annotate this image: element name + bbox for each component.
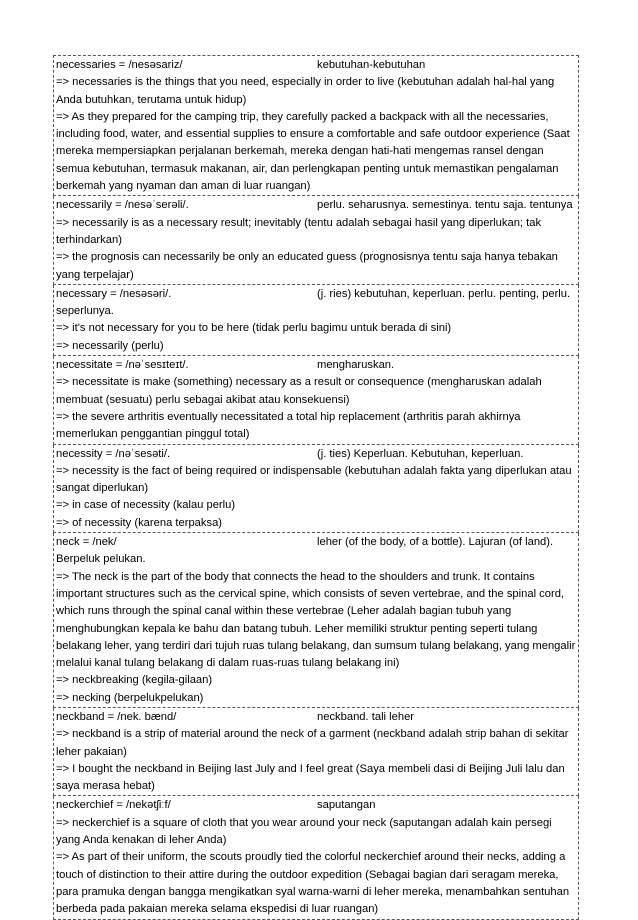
entry-header (56, 534, 576, 551)
entry-meaning: mengharuskan. (317, 359, 395, 372)
dictionary-entry (53, 285, 579, 356)
dictionary-entry (53, 533, 579, 708)
entry-header (56, 197, 576, 214)
dictionary-entry (53, 55, 579, 196)
entry-example-line: => necessaries is the things that you need, especially in order to live (kebutuhan adalah hal-hal yang Anda butuhkan, terutama untuk hidup) (56, 76, 555, 106)
dictionary-entry (53, 445, 579, 533)
entry-example-line: => necessitate is make (something) necessary as a result or consequence (mengharuskan adalah membuat (sesuatu) perlu sebagai akibat atau konsekuensi) (56, 376, 542, 406)
dictionary-entry (53, 796, 579, 919)
entry-header (56, 357, 576, 374)
entry-meaning: leher (of the body, of a bottle). Lajuran (of land). (317, 536, 554, 549)
entry-example-line: => the prognosis can necessarily be only an educated guess (prognosisnya tentu saja hanya tebakan yang terpelajar) (56, 251, 558, 281)
entry-term: necessitate = /nəˈsesɪteɪt/. (56, 359, 189, 372)
entry-example-line: => necking (berpelukpelukan) (56, 691, 204, 704)
entry-meaning: saputangan (317, 799, 376, 812)
entry-example-line: => neckerchief is a square of cloth that you wear around your neck (saputangan adalah kain persegi yang Anda kenakan di leher Anda) (56, 816, 552, 847)
entry-term: necessarily = /nesəˈserəli/. (56, 199, 189, 212)
entry-example-line: => necessarily is as a necessary result; inevitably (tentu adalah sebagai hasil yang diperlukan; tak terhindarkan) (56, 216, 542, 246)
entry-example-line: => necessarily (perlu) (56, 339, 164, 352)
entry-example-line: => neckband is a strip of material around the neck of a garment (neckband adalah strip bahan di sekitar leher pakaian) (56, 728, 569, 758)
entry-example-line: => As they prepared for the camping trip, they carefully packed a backpack with all the necessaries, including food, water, and essential supplies to ensure a comfortable and safe outdoor experience (Saat mereka mempersiapkan perjalanan berkemah, mereka dengan hati-hati mengemas ransel dengan semua kebutuhan, termasuk makanan, air, dan perlengkapan penting untuk memastikan pengalaman berkemah yang nyaman dan aman di luar ruangan) (56, 110, 570, 193)
dictionary-entry (53, 196, 579, 284)
entry-meaning: perlu. seharusnya. semestinya. tentu saja. tentunya (317, 199, 573, 212)
entry-meaning-continuation: seperlunya. (56, 305, 114, 318)
entry-meaning: (j. ties) Keperluan. Kebutuhan, keperluan. (317, 447, 524, 460)
entry-example-line: => neckbreaking (kegila-gilaan) (56, 674, 213, 687)
entry-meaning: (j. ries) kebutuhan, keperluan. perlu. penting, perlu. (317, 287, 571, 300)
entry-example-line: => As part of their uniform, the scouts proudly tied the colorful neckerchief around their necks, adding a touch of distinction to their attire during the outdoor expedition (Sebagai bagian dari seragam mereka, para pramuka dengan bangga mengikatkan syal warna-warni di leher mereka, menambahkan sentuhan berbeda pada pakaian mereka selama ekspedisi di luar ruangan) (56, 851, 570, 916)
dictionary-entry (53, 708, 579, 796)
dictionary-table (53, 55, 579, 920)
entry-term: necessary = /nesəsəri/. (56, 287, 172, 300)
entry-meaning: kebutuhan-kebutuhan (317, 59, 426, 71)
entry-example-line: => I bought the neckband in Beijing last July and I feel great (Saya membeli dasi di Beijing Juli lalu dan saya merasa hebat) (56, 762, 565, 793)
entry-header (56, 286, 576, 303)
entry-header (56, 446, 576, 463)
entry-term: neckerchief = /nekətʃiːf/ (56, 799, 171, 812)
dictionary-entry (53, 356, 579, 444)
entry-meaning: neckband. tali leher (317, 710, 415, 723)
entry-example-line: => The neck is the part of the body that connects the head to the shoulders and trunk. It contains important structures such as the cervical spine, which consists of seven vertebrae, and the spinal cord, which runs through the spinal canal within these vertebrae (Leher adalah bagian tubuh yang menghubungkan kepala ke bahu dan batang tubuh. Leher memiliki struktur penting seperti tulang belakang leher, yang terdiri dari tujuh ruas tulang belakang, dan sumsum tulang belakang, yang mengalir melalui kanal tulang belakang di dalam ruas-ruas tulang belakang ini) (56, 570, 576, 670)
entry-term: neckband = /nek. bænd/ (56, 710, 177, 723)
entry-term: necessaries = /nesəsariz/ (56, 59, 183, 71)
entry-header (56, 709, 576, 726)
entry-header (56, 57, 576, 74)
entry-example-line: => the severe arthritis eventually necessitated a total hip replacement (arthritis parah akhirnya memerlukan penggantian pinggul total) (56, 410, 521, 441)
entry-header (56, 797, 576, 814)
entry-example-line: => in case of necessity (kalau perlu) (56, 499, 236, 512)
entry-meaning-continuation: Berpeluk pelukan. (56, 553, 146, 566)
entry-example-line: => it's not necessary for you to be here (tidak perlu bagimu untuk berada di sini) (56, 322, 452, 335)
entry-example-line: => necessity is the fact of being required or indispensable (kebutuhan adalah fakta yang diperlukan atau sangat diperlukan) (56, 464, 572, 495)
entry-term: neck = /nek/ (56, 536, 117, 549)
entry-example-line: => of necessity (karena terpaksa) (56, 516, 223, 529)
entry-term: necessity = /nəˈsesəti/. (56, 447, 171, 460)
